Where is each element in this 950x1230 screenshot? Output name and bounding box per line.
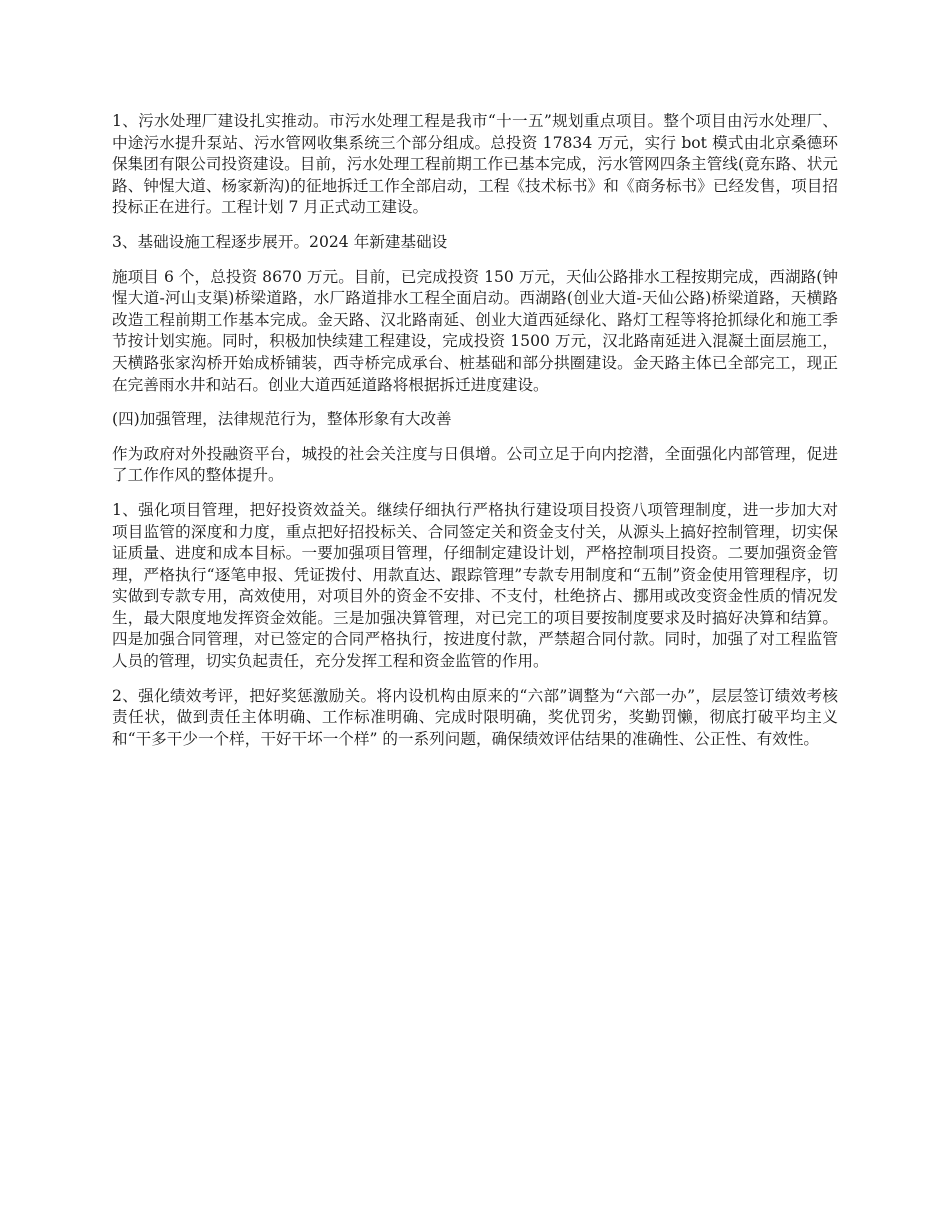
section-heading-management: (四)加强管理，法律规范行为，整体形象有大改善	[112, 410, 452, 429]
paragraph-management-intro: 作为政府对外投融资平台，城投的社会关注度与日俱增。公司立足于向内挖潜，全面强化内部管理，促进了工作作风的整体提升。	[112, 444, 838, 485]
paragraph-infrastructure-heading: 3、基础设施工程逐步展开。2024 年新建基础设	[112, 232, 448, 251]
document-body	[112, 111, 838, 763]
paragraph-sewage-plant: 1、污水处理厂建设扎实推动。市污水处理工程是我市“十一五”规划重点项目。整个项目由污水处理厂、中途污水提升泵站、污水管网收集系统三个部分组成。总投资 17834 万元，实行 bot 模式由北京桑德环保集团有限公司投资建设。目前，污水处理工程前期工作已基本完成，污水管网四条主管线(竟东路、状元路、钟惺大道、杨家新沟)的征地拆迁工作全部启动，工程《技术标书》和《商务标书》已经发售，项目招投标正在进行。工程计划 7 月正式动工建设。	[112, 112, 838, 217]
paragraph-project-management: 1、强化项目管理，把好投资效益关。继续仔细执行严格执行建设项目投资八项管理制度，进一步加大对项目监管的深度和力度，重点把好招投标关、合同签定关和资金支付关，从源头上搞好控制管理，切实保证质量、进度和成本目标。一要加强项目管理，仔细制定建设计划，严格控制项目投资。二要加强资金管理，严格执行“逐笔申报、凭证拨付、用款直达、跟踪管理”专款专用制度和“五制”资金使用管理程序，切实做到专款专用，高效使用，对项目外的资金不安排、不支付，杜绝挤占、挪用或改变资金性质的情况发生，最大限度地发挥资金效能。三是加强决算管理，对已完工的项目要按制度要求及时搞好决算和结算。四是加强合同管理，对已签定的合同严格执行，按进度付款，严禁超合同付款。同时，加强了对工程监管人员的管理，切实负起责任，充分发挥工程和资金监管的作用。	[112, 500, 838, 671]
paragraph-performance-evaluation: 2、强化绩效考评，把好奖惩激励关。将内设机构由原来的“六部”调整为“六部一办”，层层签订绩效考核责任状，做到责任主体明确、工作标准明确、完成时限明确，奖优罚劣，奖勤罚懒，彻底打破平均主义和“干多干少一个样，干好干坏一个样” 的一系列问题，确保绩效评估结果的准确性、公正性、有效性。	[112, 686, 838, 748]
paragraph-infrastructure-projects: 施项目 6 个，总投资 8670 万元。目前，已完成投资 150 万元，天仙公路排水工程按期完成，西湖路(钟惺大道-河山支渠)桥梁道路，水厂路道排水工程全面启动。西湖路(创业大道-天仙公路)桥梁道路，天横路改造工程前期工作基本完成。金天路、汉北路南延、创业大道西延绿化、路灯工程等将抢抓绿化和施工季节按计划实施。同时，积极加快续建工程建设，完成投资 1500 万元，汉北路南延进入混凝土面层施工，天横路张家沟桥开始成桥铺装，西寺桥完成承台、桩基础和部分拱圈建设。金天路主体已全部完工，现正在完善雨水井和站石。创业大道西延道路将根据拆迁进度建设。	[112, 267, 838, 394]
